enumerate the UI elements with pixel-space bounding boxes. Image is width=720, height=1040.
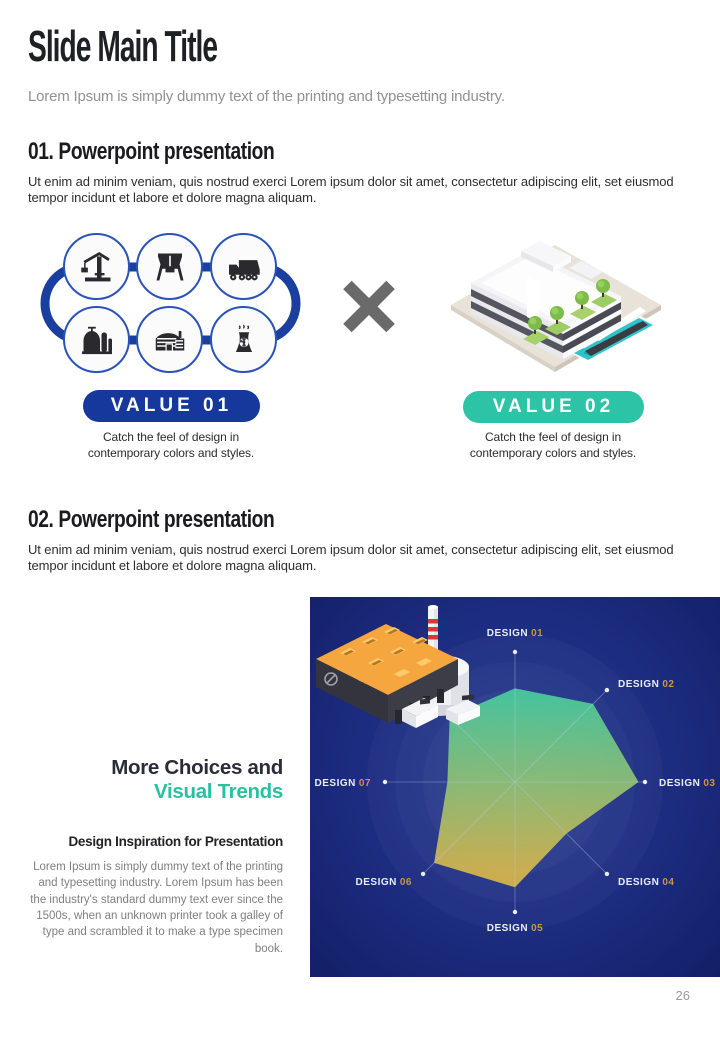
svg-text:DESIGN04: DESIGN 04 — [617, 876, 675, 888]
promo-title-line1: More Choices and — [111, 756, 283, 779]
svg-text:DESIGN02: DESIGN 02 — [617, 679, 675, 691]
promo-body: Lorem Ipsum is simply dummy text of the printing and typesetting industry. Lorem Ipsum has been the industry's standard dummy text ever since the 1500s, when an unknown printer took a galley of type and scrambled it to make a type specimen book. — [30, 861, 283, 955]
page-number: 26 — [675, 988, 690, 1003]
section-2-heading: 02. Powerpoint presentation — [28, 506, 275, 533]
svg-text:DESIGN07: DESIGN 07 — [314, 778, 371, 789]
value-01-caption: Catch the feel of design in contemporary colors and styles. — [87, 430, 255, 460]
value-01-label: VALUE 01 — [110, 395, 233, 416]
value-01-pill — [83, 390, 260, 422]
promo-subheading: Design Inspiration for Presentation — [68, 834, 283, 849]
page-title: Slide Main Title — [28, 22, 218, 71]
section-2-body: Ut enim ad minim veniam, quis nostrud exerci Lorem ipsum dolor sit amet, consectetur adipiscing elit, set eiusmod tempor incidunt et labore et dolore magna aliquam. — [28, 542, 674, 573]
promo-title-line2: Visual Trends — [153, 780, 283, 803]
value-02-caption: Catch the feel of design in contemporary colors and styles. — [469, 430, 637, 460]
industry-icons-diagram — [40, 228, 310, 378]
svg-text:DESIGN01: DESIGN 01 — [486, 628, 544, 639]
svg-text:DESIGN06: DESIGN 06 — [355, 876, 413, 888]
chart-panel — [310, 597, 720, 977]
factory-icon — [136, 306, 203, 373]
value-02-pill — [463, 391, 644, 423]
section-1-heading: 01. Powerpoint presentation — [28, 138, 275, 165]
hopper-icon — [136, 233, 203, 300]
factory-illustration — [310, 597, 505, 739]
section-1-body: Ut enim ad minim veniam, quis nostrud exerci Lorem ipsum dolor sit amet, consectetur adipiscing elit, set eiusmod tempor incidunt et labore et dolore magna aliquam. — [28, 174, 674, 205]
dump-truck-icon — [210, 233, 277, 300]
page-subtitle: Lorem Ipsum is simply dummy text of the printing and typesetting industry. — [28, 88, 505, 105]
svg-text:DESIGN03: DESIGN 03 — [659, 778, 716, 789]
crane-icon — [63, 233, 130, 300]
office-building-illustration — [443, 234, 668, 384]
nuclear-plant-icon — [210, 306, 277, 373]
svg-text:DESIGN05: DESIGN 05 — [486, 923, 544, 934]
multiply-icon — [340, 278, 397, 335]
refinery-icon — [63, 306, 130, 373]
value-02-label: VALUE 02 — [492, 396, 615, 417]
promo-text-block — [28, 756, 283, 957]
